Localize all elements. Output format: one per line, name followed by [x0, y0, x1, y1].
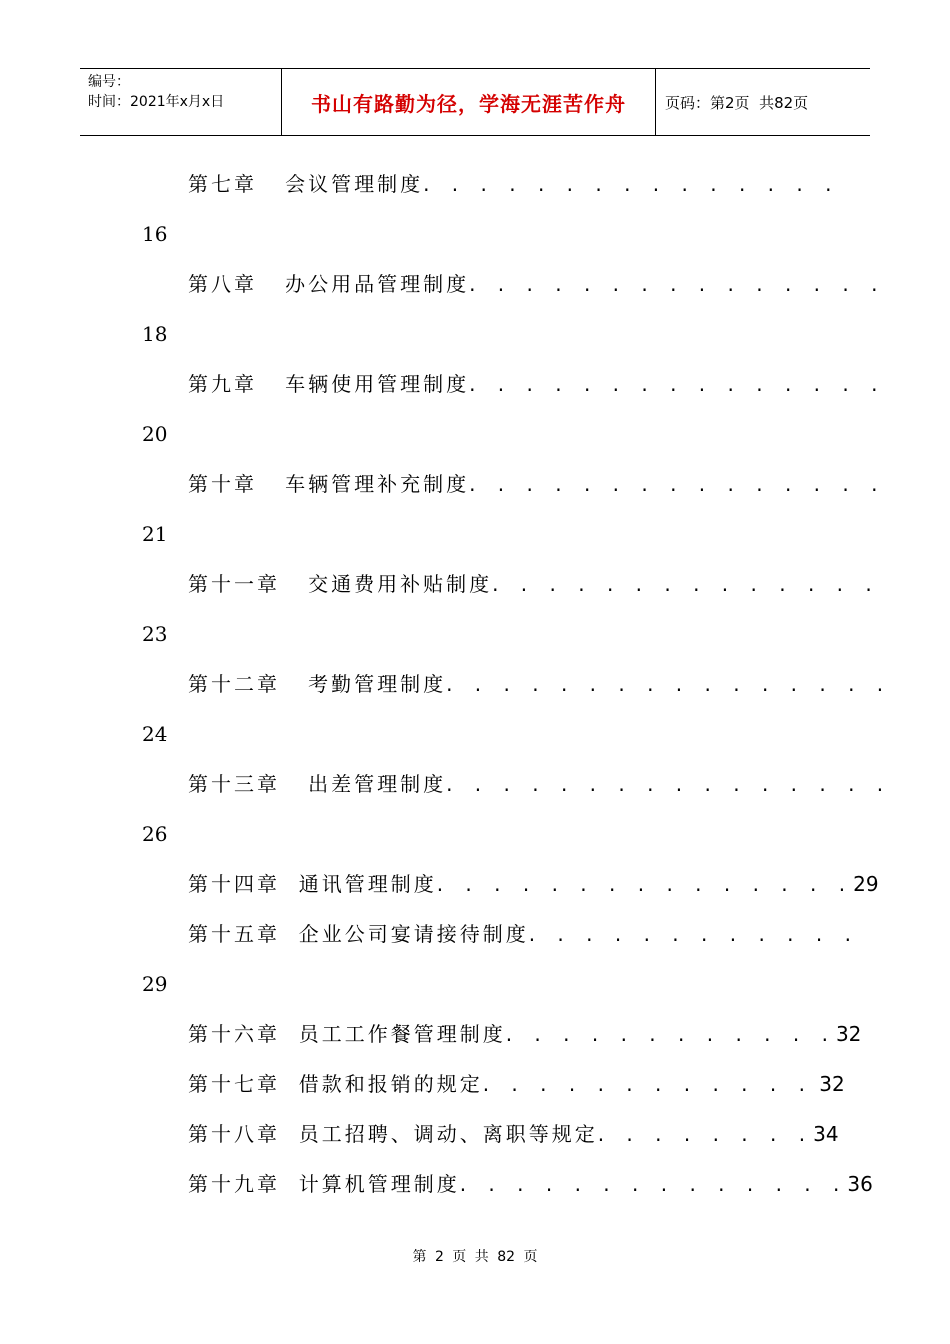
toc-entry[interactable]	[188, 672, 892, 696]
toc-entry[interactable]	[188, 472, 886, 496]
toc-dot-leader: . . . . . . . . . . . .	[528, 922, 859, 946]
toc-page-number: 20	[142, 422, 168, 446]
toc-page-number: 21	[142, 522, 168, 546]
toc-page-number: 24	[142, 722, 168, 746]
toc-dot-leader: . . . . . . . . . . . . . .	[492, 572, 880, 596]
page-header	[80, 68, 870, 136]
header-page-info-text: 页码：第2页 共82页	[665, 93, 809, 112]
toc-entry[interactable]	[188, 1172, 873, 1196]
toc-page-number: 32	[812, 1072, 845, 1096]
toc-entry-title: 第十三章 出差管理制度	[188, 772, 447, 796]
toc-page-number: 18	[142, 322, 168, 346]
toc-entry-title: 第十九章 计算机管理制度	[188, 1172, 460, 1196]
toc-page-number: 16	[142, 222, 168, 246]
toc-entry-title: 第八章 办公用品管理制度	[188, 272, 470, 296]
toc-entry[interactable]	[188, 1122, 839, 1146]
toc-dot-leader: . . . . . . . . . . . .	[482, 1072, 813, 1096]
toc-dot-leader: . . . . . . . . . . . . . . . .	[446, 772, 892, 796]
toc-dot-leader: . . . . . . . . . . . . . . .	[436, 872, 854, 896]
toc-dot-leader: . . . . . . . . . . . . . . .	[423, 172, 840, 196]
toc-dot-leader: . . . . . . . . . . . . . . .	[469, 372, 886, 396]
toc-entry[interactable]	[188, 872, 879, 896]
toc-entry[interactable]	[188, 172, 840, 196]
toc-entry-title: 第十章 车辆管理补充制度	[188, 472, 470, 496]
toc-entry-title: 第十一章 交通费用补贴制度	[188, 572, 493, 596]
toc-entry[interactable]	[188, 372, 886, 396]
toc-entry[interactable]	[188, 772, 892, 796]
toc-page-number: 29	[142, 972, 168, 996]
toc-entry-title: 第十六章 员工工作餐管理制度	[188, 1022, 506, 1046]
toc-dot-leader: . . . . . . . . . . . . . . .	[469, 472, 886, 496]
header-meta	[80, 69, 282, 135]
page-footer: 第 2 页 共 82 页	[412, 1249, 538, 1265]
toc-dot-leader: . . . . . . . .	[597, 1122, 814, 1146]
header-motto: 书山有路勤为径，学海无涯苦作舟	[282, 69, 656, 135]
toc-dot-leader: . . . . . . . . . . . . . .	[459, 1172, 848, 1196]
toc-entry[interactable]	[188, 1072, 845, 1096]
toc-page-number: 32	[835, 1022, 862, 1046]
toc-entry-title: 第十四章 通讯管理制度	[188, 872, 437, 896]
toc-dot-leader: . . . . . . . . . . . . . . . .	[446, 672, 892, 696]
toc-entry-title: 第九章 车辆使用管理制度	[188, 372, 470, 396]
toc-entry[interactable]	[188, 922, 859, 946]
toc-dot-leader: . . . . . . . . . . . . . . .	[469, 272, 886, 296]
document-time-label: 时间：2021年x月x日	[88, 94, 225, 110]
toc-entry-title: 第十七章 借款和报销的规定	[188, 1072, 483, 1096]
toc-entry-title: 第七章 会议管理制度	[188, 172, 424, 196]
toc-entry-title: 第十二章 考勤管理制度	[188, 672, 447, 696]
document-number-label: 编号：	[88, 74, 130, 90]
toc-entry-title: 第十八章 员工招聘、调动、离职等规定	[188, 1122, 598, 1146]
toc-page-number: 26	[142, 822, 168, 846]
header-page-info	[656, 69, 870, 135]
toc-dot-leader: . . . . . . . . . . . .	[505, 1022, 836, 1046]
toc-page-number: 36	[847, 1172, 873, 1196]
toc-page-number: 29	[853, 872, 879, 896]
toc-entry-title: 第十五章 企业公司宴请接待制度	[188, 922, 529, 946]
toc-entry[interactable]	[188, 572, 880, 596]
toc-entry[interactable]	[188, 272, 886, 296]
toc-entry[interactable]	[188, 1022, 862, 1046]
toc-page-number: 34	[813, 1122, 839, 1146]
toc-page-number: 23	[142, 622, 168, 646]
